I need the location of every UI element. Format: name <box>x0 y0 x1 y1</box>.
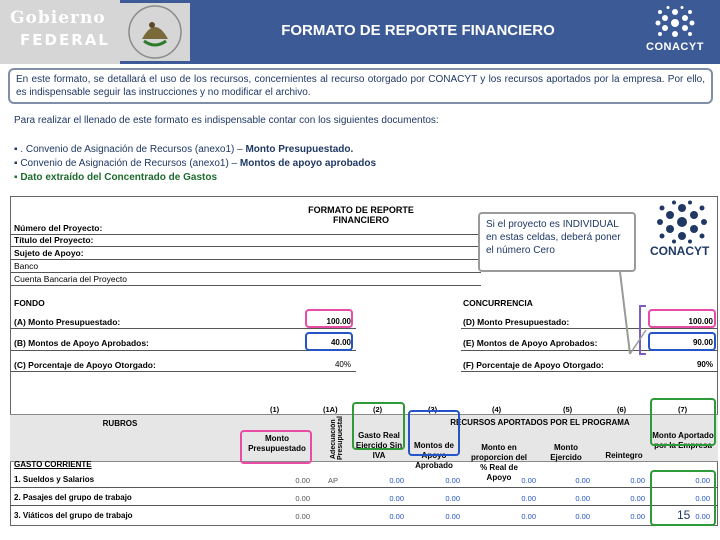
logo-line1: Gobierno <box>10 8 106 28</box>
concurrencia-row-label: (E) Montos de Apoyo Aprobados: <box>463 338 598 348</box>
column-number: (1) <box>270 405 280 414</box>
fondo-row-label: (A) Monto Presupuestado: <box>14 317 121 327</box>
column-number: (3) <box>428 405 438 414</box>
column-number: (6) <box>617 405 627 414</box>
green-highlight-box <box>650 398 716 446</box>
concurrencia-apoyo-cell[interactable]: 90.00 <box>692 338 713 347</box>
montos-apoyo-header: Montos de Apoyo Aprobado <box>414 441 454 470</box>
sheet-conacyt-label: CONACYT <box>650 244 710 258</box>
doc-item-prefix: ▪ Convenio de Asignación de Recursos (anexo1) – <box>14 158 238 169</box>
reintegro-cell[interactable]: 0.00 <box>630 494 645 503</box>
empresa-cell[interactable]: 0.00 <box>695 512 710 521</box>
intro-box: En este formato, se detallará el uso de los recursos, concernientes al recurso otorgado por CONACYT y los recursos aportados por la empresa. Por ello, es indispensable seguir las instrucciones y no modificar el archivo. <box>8 68 713 104</box>
project-field-label: Cuenta Bancaria del Proyecto <box>14 274 127 284</box>
sheet-title: FORMATO DE REPORTE FINANCIERO <box>308 205 414 225</box>
blue-highlight-box <box>305 332 353 351</box>
monto-ejercido-header: Monto Ejercido <box>550 443 582 462</box>
apoyo-cell[interactable]: 0.00 <box>445 512 460 521</box>
project-field-label: Banco <box>14 261 39 271</box>
doc-item-emphasis: ▪ Dato extraído del Concentrado de Gastos <box>14 172 218 183</box>
row-label: 1. Sueldos y Salarios <box>14 475 95 484</box>
row-line <box>11 371 356 372</box>
proporcion-cell[interactable]: 0.00 <box>521 476 536 485</box>
reintegro-cell[interactable]: 0.00 <box>630 512 645 521</box>
project-field-label: Sujeto de Apoyo: <box>14 248 84 258</box>
gasto-cell[interactable]: 0.00 <box>389 476 404 485</box>
adecuacion-header: Adecuación Presupuestal <box>330 416 344 460</box>
concurrencia-row-label: (D) Monto Presupuestado: <box>463 317 570 327</box>
row-line <box>11 350 356 351</box>
apoyo-cell[interactable]: 0.00 <box>445 476 460 485</box>
row-line <box>10 505 718 506</box>
row-line <box>461 371 718 372</box>
sheet-conacyt-logo <box>646 200 718 262</box>
fondo-row-label: (B) Montos de Apoyo Aprobados: <box>14 338 149 348</box>
row-line <box>11 328 356 329</box>
ejercido-cell[interactable]: 0.00 <box>575 494 590 503</box>
requirements-lead: Para realizar el llenado de este formato es indispensable contar con los siguientes documentos: <box>14 115 439 126</box>
fondo-apoyo-cell[interactable]: 40.00 <box>330 338 351 347</box>
row-line <box>461 328 718 329</box>
field-line <box>11 272 481 273</box>
green-highlight-box <box>352 402 405 450</box>
monto-cell[interactable]: 0.00 <box>295 494 310 503</box>
doc-item-3 <box>14 172 217 183</box>
field-line <box>11 259 481 260</box>
doc-item-emphasis: Montos de apoyo aprobados <box>239 158 377 169</box>
mexico-shield-icon <box>120 3 190 61</box>
callout-bracket-icon <box>600 270 660 360</box>
page-title: FORMATO DE REPORTE FINANCIERO <box>281 22 555 39</box>
fondo-monto-cell[interactable]: 100.00 <box>326 317 351 326</box>
empresa-cell[interactable]: 0.00 <box>695 494 710 503</box>
conacyt-label: CONACYT <box>646 41 704 53</box>
concurrencia-heading: CONCURRENCIA <box>463 298 533 308</box>
proporcion-cell[interactable]: 0.00 <box>521 512 536 521</box>
monto-cell[interactable]: 0.00 <box>295 476 310 485</box>
project-field-label: Número del Proyecto: <box>14 223 103 233</box>
field-line <box>11 246 481 247</box>
rubros-header: RUBROS <box>102 419 138 428</box>
proporcion-header: Monto en proporcion del % Real de Apoyo <box>471 443 527 482</box>
empresa-cell[interactable]: 0.00 <box>695 476 710 485</box>
pink-highlight-box <box>305 309 353 328</box>
empresa-header: Monto Aportado por la Empresa <box>652 431 714 450</box>
concurrencia-porcentaje-cell[interactable]: 90% <box>696 360 713 369</box>
logo-line2: FEDERAL <box>20 31 110 49</box>
conacyt-dots-icon <box>640 6 710 40</box>
column-number: (1A) <box>323 405 338 414</box>
field-line <box>11 285 481 286</box>
gasto-cell[interactable]: 0.00 <box>389 494 404 503</box>
reintegro-cell[interactable]: 0.00 <box>630 476 645 485</box>
instruction-callout: Si el proyecto es INDIVIDUAL en estas celdas, deberá poner el número Cero <box>478 212 636 272</box>
ejercido-cell[interactable]: 0.00 <box>575 512 590 521</box>
column-number: (4) <box>492 405 502 414</box>
proporcion-cell[interactable]: 0.00 <box>521 494 536 503</box>
column-number: (5) <box>563 405 573 414</box>
conacyt-logo <box>640 6 710 60</box>
row-line <box>10 487 718 488</box>
monto-cell[interactable]: 0.00 <box>295 512 310 521</box>
fondo-porcentaje-cell[interactable]: 40% <box>334 360 351 369</box>
blue-highlight-box <box>408 410 460 456</box>
concurrencia-monto-cell[interactable]: 100.00 <box>688 317 713 326</box>
doc-item-emphasis: Monto Presupuestado. <box>245 144 354 155</box>
page-number: 15 <box>677 508 691 522</box>
ejercido-cell[interactable]: 0.00 <box>575 476 590 485</box>
group-header: RECURSOS APORTADOS POR EL PROGRAMA <box>450 418 630 427</box>
reintegro-header: Reintegro <box>605 451 643 460</box>
doc-item-1 <box>14 144 353 155</box>
fondo-heading: FONDO <box>14 298 45 308</box>
gasto-cell[interactable]: 0.00 <box>389 512 404 521</box>
gasto-real-header: Gasto Real Ejercido Sin IVA <box>355 431 403 460</box>
apoyo-cell[interactable]: 0.00 <box>445 494 460 503</box>
pink-highlight-box <box>240 430 312 464</box>
fondo-row-label: (C) Porcentaje de Apoyo Otorgado: <box>14 360 156 370</box>
conacyt-dots-icon <box>646 200 718 244</box>
row-label: 3. Viáticos del grupo de trabajo <box>14 511 133 520</box>
row-label: 2. Pasajes del grupo de trabajo <box>14 493 132 502</box>
column-number: (2) <box>373 405 383 414</box>
section-label: GASTO CORRIENTE <box>14 460 92 469</box>
adec-cell[interactable]: AP <box>327 476 338 485</box>
column-number: (7) <box>678 405 688 414</box>
doc-item-prefix: ▪ . Convenio de Asignación de Recursos (anexo1) – <box>14 144 243 155</box>
doc-item-2 <box>14 158 376 169</box>
project-field-label: Título del Proyecto: <box>14 235 94 245</box>
monto-presupuestado-header: Monto Presupuestado <box>248 434 306 453</box>
concurrencia-row-label: (F) Porcentaje de Apoyo Otorgado: <box>463 360 604 370</box>
